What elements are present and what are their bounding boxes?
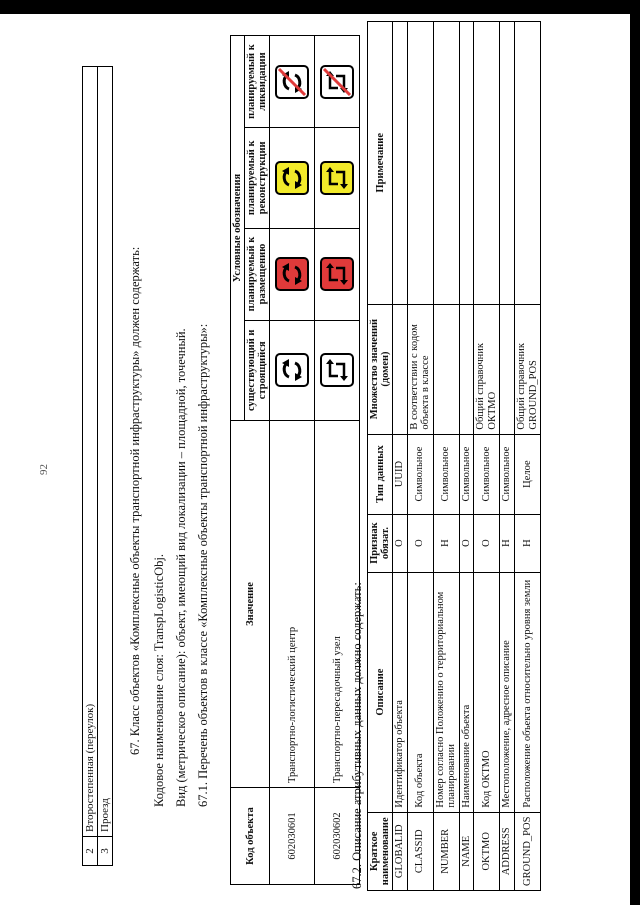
object-value: Транспортно-логистический центр <box>270 420 315 787</box>
attr-desc: Номер согласно Положению о территориальном планировании <box>433 572 459 812</box>
attr-title: 67.2. Описание атрибутивных данных должно содержать: <box>350 582 364 889</box>
header-symbols: Условные обозначения <box>231 36 245 421</box>
attr-flag: Н <box>514 514 540 572</box>
header-domain: Множество значений (домен) <box>368 304 393 434</box>
header-existing: существующий и строящийся <box>245 320 270 420</box>
double-arrow-exchange-icon <box>275 65 309 99</box>
attr-note <box>433 22 459 305</box>
attr-note <box>500 22 515 305</box>
attr-desc: Код ОКТМО <box>474 572 500 812</box>
object-value: Транспортно-пересадочный узел <box>315 420 360 787</box>
attr-type: Символьное <box>433 434 459 514</box>
table-row <box>514 22 540 891</box>
attr-desc: Наименование объекта <box>459 572 474 812</box>
attr-flag: О <box>407 514 433 572</box>
attr-domain <box>459 304 474 434</box>
row-number: 2 <box>83 837 98 866</box>
attr-domain: В соответствии с кодом объекта в классе <box>407 304 433 434</box>
square-loop-arrow-icon <box>320 65 354 99</box>
attr-flag: О <box>393 514 408 572</box>
attr-short: OKTMO <box>474 812 500 890</box>
attr-desc: Идентификатор объекта <box>393 572 408 812</box>
objects-table <box>230 35 360 885</box>
header-planned-liq: планируемый к ликвидации <box>245 36 270 128</box>
attr-type: UUID <box>393 434 408 514</box>
attr-type: Символьное <box>474 434 500 514</box>
layer-code: Кодовое наименование слоя: TranspLogisticObj. <box>152 553 166 807</box>
list-title: 67.1. Перечень объектов в классе «Комплексные объекты транспортной инфраструктуры»: <box>196 323 210 807</box>
attr-desc: Местоположение, адресное описание <box>500 572 515 812</box>
table-row <box>393 22 408 891</box>
attr-short: ADDRESS <box>500 812 515 890</box>
attr-note <box>474 22 500 305</box>
section-heading: 67. Класс объектов «Комплексные объекты транспортной инфраструктуры» должен содержать: <box>128 246 142 755</box>
header-value: Значение <box>231 420 270 787</box>
attr-domain <box>433 304 459 434</box>
attr-note <box>459 22 474 305</box>
table-row <box>474 22 500 891</box>
attr-flag: О <box>474 514 500 572</box>
row-text: Второстепенная (переулок) <box>83 67 98 837</box>
header-planned-place: планируемый к размещению <box>245 228 270 320</box>
attr-domain: Общий справочник GROUND_POS <box>514 304 540 434</box>
header-type: Тип данных <box>368 434 393 514</box>
table-row <box>433 22 459 891</box>
page-number: 92 <box>38 464 50 475</box>
attr-desc: Расположение объекта относительно уровня земли <box>514 572 540 812</box>
table-row <box>83 67 98 866</box>
attr-short: NAME <box>459 812 474 890</box>
attr-note <box>514 22 540 305</box>
row-text: Проезд <box>98 67 113 837</box>
attr-flag: Н <box>500 514 515 572</box>
attr-type: Символьное <box>500 434 515 514</box>
attr-note <box>407 22 433 305</box>
header-code: Код объекта <box>231 788 270 885</box>
square-loop-arrow-icon <box>320 257 354 291</box>
attr-short: GROUND_POS <box>514 812 540 890</box>
table-row <box>459 22 474 891</box>
object-code: 602030601 <box>270 788 315 885</box>
attr-type: Символьное <box>459 434 474 514</box>
attr-short: CLASSID <box>407 812 433 890</box>
attr-domain <box>500 304 515 434</box>
attr-flag: О <box>459 514 474 572</box>
table-row <box>98 67 113 866</box>
geometry-description: Вид (метрическое описание): объект, имеющий вид локализации – площадной, точечный. <box>174 328 188 807</box>
header-short: Краткое наименование <box>368 812 393 890</box>
header-flag: Признак обязат. <box>368 514 393 572</box>
attr-short: GLOBALID <box>393 812 408 890</box>
square-loop-arrow-icon <box>320 161 354 195</box>
header-note: Примечание <box>368 22 393 305</box>
attr-domain: Общий справочник ОКТМО <box>474 304 500 434</box>
double-arrow-exchange-icon <box>275 161 309 195</box>
attr-type: Целое <box>514 434 540 514</box>
double-arrow-exchange-icon <box>275 257 309 291</box>
attr-domain <box>393 304 408 434</box>
table-row <box>407 22 433 891</box>
table-row <box>270 36 315 885</box>
square-loop-arrow-icon <box>320 353 354 387</box>
attr-note <box>393 22 408 305</box>
header-desc: Описание <box>368 572 393 812</box>
attr-type: Символьное <box>407 434 433 514</box>
row-number: 3 <box>98 837 113 866</box>
table-row <box>500 22 515 891</box>
object-code: 602030602 <box>315 788 360 885</box>
previous-table <box>82 66 113 866</box>
attr-desc: Код объекта <box>407 572 433 812</box>
double-arrow-exchange-icon <box>275 353 309 387</box>
attr-short: NUMBER <box>433 812 459 890</box>
header-planned-recon: планируемый к реконструкции <box>245 128 270 228</box>
attr-flag: Н <box>433 514 459 572</box>
attributes-table <box>367 21 541 891</box>
